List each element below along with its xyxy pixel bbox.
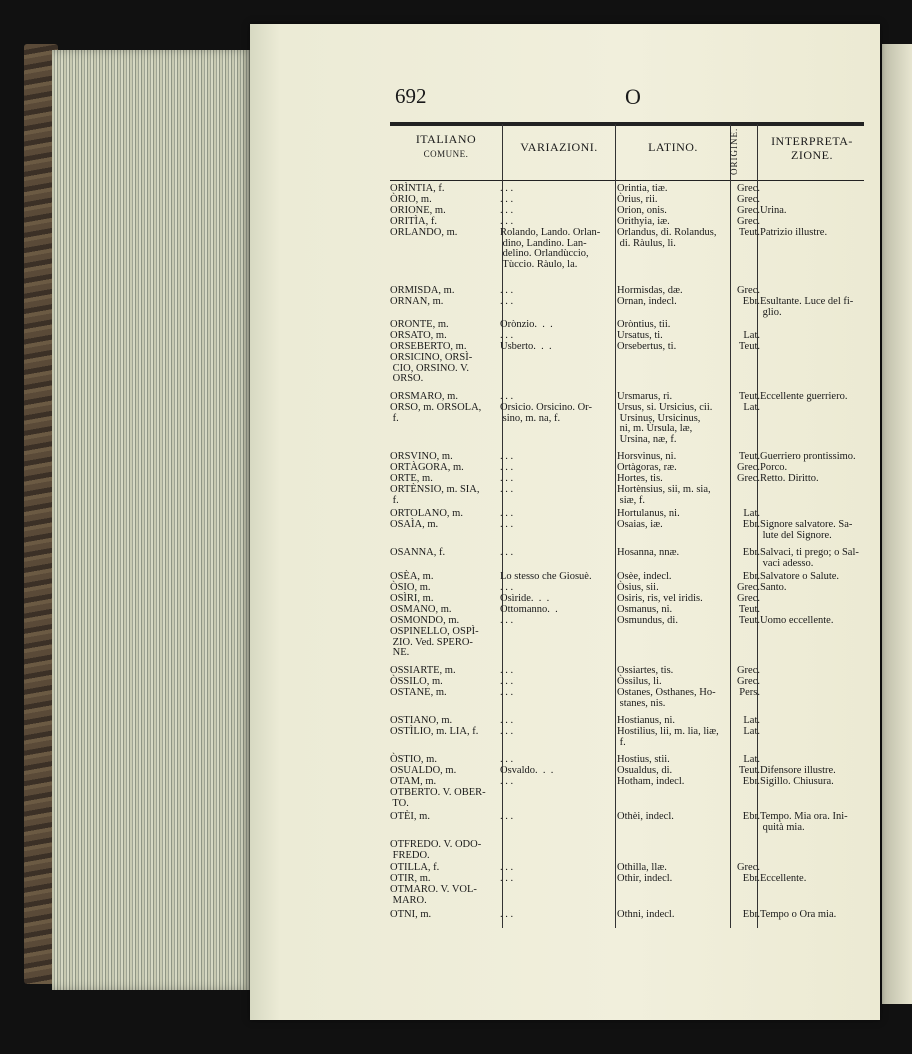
entry-variazioni: . . .: [500, 615, 514, 626]
entry-origine: Teut.: [738, 451, 760, 462]
entry-variazioni: Ottomanno. .: [500, 604, 558, 615]
entry-italiano: ORITÌA, f.: [390, 216, 437, 227]
entry-variazioni: . . .: [500, 194, 514, 205]
entry-italiano: OTÈI, m.: [390, 811, 430, 822]
entry-italiano: OSSIARTE, m.: [390, 665, 456, 676]
entry-latino: Hostianus, ni.: [617, 715, 676, 726]
entry-italiano: OTNI, m.: [390, 909, 432, 920]
entry-origine: Lat.: [743, 402, 760, 413]
entry-latino: Oròntius, tii.: [617, 319, 671, 330]
header-italiano-label: ITALIANO: [415, 132, 477, 146]
entry-latino: Osualdus, di.: [617, 765, 673, 776]
entry-variazioni: Orsìcio. Orsicino. Or- sino, m. na, f.: [500, 402, 592, 424]
entry-variazioni: . . .: [500, 776, 514, 787]
entry-interpretazione: Eccellente guerriero.: [760, 391, 848, 402]
entry-latino: Hortènsius, sii, m. sia, siæ, f.: [617, 484, 711, 506]
entry-origine: Teut.: [738, 765, 760, 776]
entry-variazioni: . . .: [500, 330, 514, 341]
entry-latino: Othir, indecl.: [617, 873, 673, 884]
entry-latino: Orsebertus, ti.: [617, 341, 677, 352]
entry-origine: Lat.: [743, 330, 760, 341]
entry-origine: Grec.: [736, 862, 760, 873]
entry-variazioni: . . .: [500, 726, 514, 737]
entry-origine: Grec.: [736, 183, 760, 194]
entry-italiano: OSTÌLIO, m. LIA, f.: [390, 726, 479, 737]
entry-origine: Grec.: [736, 582, 760, 593]
entry-variazioni: . . .: [500, 216, 514, 227]
entry-italiano: OTMARO. V. VOL- MARO.: [390, 884, 477, 906]
entry-variazioni: . . .: [500, 665, 514, 676]
header-italiano-sublabel: COMUNE.: [423, 149, 469, 159]
entry-latino: Orion, onis.: [617, 205, 667, 216]
entry-italiano: ORONTE, m.: [390, 319, 449, 330]
entry-variazioni: . . .: [500, 296, 514, 307]
entry-interpretazione: Sigillo. Chiusura.: [760, 776, 834, 787]
entry-italiano: ORSMARO, m.: [390, 391, 458, 402]
entry-italiano: OSMANO, m.: [390, 604, 452, 615]
entry-variazioni: Rolando, Lando. Orlan- dino, Landino. Lan- delino. Orlandùccio, Tùccio. Ràulo, la.: [500, 227, 601, 270]
entry-interpretazione: Salvatore o Salute.: [760, 571, 840, 582]
entry-interpretazione: Esultante. Luce del fi- glio.: [760, 296, 854, 318]
entry-italiano: OSTIANO, m.: [390, 715, 453, 726]
entry-italiano: OSPINELLO, OSPÌ- ZIO. Ved. SPERO- NE.: [390, 626, 479, 659]
entry-variazioni: . . .: [500, 484, 514, 495]
page-edges: [52, 50, 252, 990]
entry-italiano: ORTOLANO, m.: [390, 508, 463, 519]
entry-italiano: ORIONE, m.: [390, 205, 446, 216]
entry-italiano: OSÈA, m.: [390, 571, 434, 582]
entry-origine: Grec.: [736, 205, 760, 216]
entry-variazioni: Orònzio. . .: [500, 319, 553, 330]
entry-origine: Ebr.: [742, 873, 760, 884]
entry-latino: Ostanes, Osthanes, Ho- stanes, nis.: [617, 687, 716, 709]
entry-origine: Grec.: [736, 473, 760, 484]
entry-italiano: ÒSSILO, m.: [390, 676, 443, 687]
entry-italiano: ORLANDO, m.: [390, 227, 458, 238]
header-bottom-rule: [390, 180, 864, 181]
entry-variazioni: . . .: [500, 451, 514, 462]
entry-italiano: OSUALDO, m.: [390, 765, 457, 776]
entry-latino: Ornan, indecl.: [617, 296, 677, 307]
facing-page-edge: [882, 44, 912, 1004]
entry-origine: Ebr.: [742, 909, 760, 920]
entry-latino: Ossiartes, tis.: [617, 665, 674, 676]
entry-latino: Othèi, indecl.: [617, 811, 674, 822]
entry-latino: Osiris, ris, vel iridis.: [617, 593, 703, 604]
entry-italiano: ORSVINO, m.: [390, 451, 453, 462]
entry-origine: Grec.: [736, 593, 760, 604]
entry-latino: Òsius, sii.: [617, 582, 659, 593]
header-variazioni: VARIAZIONI.: [520, 140, 598, 154]
entry-variazioni: . . .: [500, 285, 514, 296]
entry-origine: Ebr.: [742, 519, 760, 530]
entry-italiano: ÒRIO, m.: [390, 194, 432, 205]
entry-latino: Ortàgoras, ræ.: [617, 462, 677, 473]
entry-italiano: OSAÌA, m.: [390, 519, 439, 530]
section-letter: O: [625, 84, 642, 109]
entry-interpretazione: Uomo eccellente.: [760, 615, 834, 626]
entry-origine: Lat.: [743, 754, 760, 765]
entry-italiano: ÒSTIO, m.: [390, 754, 437, 765]
entry-variazioni: Osìride. . .: [500, 593, 550, 604]
entry-italiano: ORTÀGORA, m.: [390, 462, 464, 473]
entry-variazioni: . . .: [500, 715, 514, 726]
entry-variazioni: Osvaldo. . .: [500, 765, 554, 776]
entry-latino: Osmundus, di.: [617, 615, 678, 626]
entry-origine: Teut.: [738, 391, 760, 402]
entry-origine: Grec.: [736, 285, 760, 296]
entry-latino: Hortes, tis.: [617, 473, 663, 484]
entry-variazioni: . . .: [500, 547, 514, 558]
entry-interpretazione: Retto. Diritto.: [760, 473, 819, 484]
header-latino: LATINO.: [648, 140, 698, 154]
entry-latino: Hormisdas, dæ.: [617, 285, 683, 296]
entry-italiano: ORSICINO, ORSÌ- CIO, ORSINO. V. ORSO.: [390, 352, 473, 385]
entry-origine: Ebr.: [742, 776, 760, 787]
entry-variazioni: . . .: [500, 676, 514, 687]
entry-interpretazione: Santo.: [760, 582, 787, 593]
entry-variazioni: Lo stesso che Giosuè.: [500, 571, 592, 582]
entry-variazioni: . . .: [500, 508, 514, 519]
entry-variazioni: . . .: [500, 754, 514, 765]
entry-origine: Ebr.: [742, 296, 760, 307]
entry-origine: Grec.: [736, 676, 760, 687]
entry-origine: Grec.: [736, 216, 760, 227]
entry-variazioni: . . .: [500, 462, 514, 473]
entry-variazioni: . . .: [500, 519, 514, 530]
entry-origine: Ebr.: [742, 547, 760, 558]
entry-latino: Òssilus, li.: [617, 676, 662, 687]
entry-italiano: OSTANE, m.: [390, 687, 447, 698]
entry-italiano: ORTE, m.: [390, 473, 433, 484]
header-origine: ORIGINE.: [729, 127, 739, 175]
entry-latino: Orithyia, iæ.: [617, 216, 670, 227]
entry-origine: Teut.: [738, 615, 760, 626]
entry-italiano: OSMONDO, m.: [390, 615, 460, 626]
header-interpretazione: INTERPRETA- ZIONE.: [771, 134, 853, 162]
entry-origine: Ebr.: [742, 811, 760, 822]
entry-italiano: OTIR, m.: [390, 873, 431, 884]
entry-variazioni: . . .: [500, 873, 514, 884]
entry-italiano: OTBERTO. V. OBER- TO.: [390, 787, 486, 809]
entry-italiano: ORÌNTIA, f.: [390, 183, 445, 194]
entry-latino: Ursatus, ti.: [617, 330, 663, 341]
column-divider: [615, 124, 616, 928]
entry-origine: Ebr.: [742, 571, 760, 582]
entry-variazioni: . . .: [500, 687, 514, 698]
entry-latino: Hortulanus, ni.: [617, 508, 680, 519]
entry-interpretazione: Salvaci, ti prego; o Sal- vaci adesso.: [760, 547, 859, 569]
entry-variazioni: . . .: [500, 811, 514, 822]
entry-variazioni: . . .: [500, 862, 514, 873]
entry-origine: Grec.: [736, 194, 760, 205]
entry-origine: Teut.: [738, 604, 760, 615]
entry-origine: Grec.: [736, 462, 760, 473]
entry-latino: Osmanus, ni.: [617, 604, 673, 615]
entry-interpretazione: Patrizio illustre.: [760, 227, 828, 238]
entry-latino: Ursus, si. Ursicius, cii. Ursinus, Ursicinus, ni, m. Ùrsula, læ, Ursina, næ, f.: [617, 402, 713, 445]
entry-italiano: ORSO, m. ORSOLA, f.: [390, 402, 482, 424]
entry-variazioni: . . .: [500, 582, 514, 593]
entry-origine: Pers.: [739, 687, 760, 698]
entry-italiano: ORTÈNSIO, m. SIA, f.: [390, 484, 480, 506]
entry-interpretazione: Porco.: [760, 462, 788, 473]
entry-origine: Teut.: [738, 341, 760, 352]
entry-latino: Hotham, indecl.: [617, 776, 685, 787]
entry-italiano: OTILLA, f.: [390, 862, 440, 873]
page-number: 692: [395, 84, 427, 108]
entry-variazioni: Usberto. . .: [500, 341, 552, 352]
entry-latino: Hostilius, lii, m. lia, liæ, f.: [617, 726, 719, 748]
entry-italiano: OSÌRI, m.: [390, 593, 434, 604]
entry-interpretazione: Guerriero prontissimo.: [760, 451, 856, 462]
entry-origine: Lat.: [743, 726, 760, 737]
entry-variazioni: . . .: [500, 391, 514, 402]
entry-interpretazione: Tempo o Ora mia.: [760, 909, 837, 920]
entry-latino: Othni, indecl.: [617, 909, 675, 920]
entry-italiano: ORSATO, m.: [390, 330, 447, 341]
entry-italiano: OTFREDO. V. ODO- FREDO.: [390, 839, 482, 861]
entry-latino: Òrius, rii.: [617, 194, 658, 205]
entry-italiano: ORNAN, m.: [390, 296, 444, 307]
entry-origine: Lat.: [743, 508, 760, 519]
entry-italiano: ÒSIO, m.: [390, 582, 431, 593]
header-italiano: [392, 132, 500, 161]
entry-latino: Orlandus, di. Rolandus, di. Ràulus, li.: [617, 227, 717, 249]
entry-origine: Teut.: [738, 227, 760, 238]
entry-origine: Grec.: [736, 665, 760, 676]
entry-variazioni: . . .: [500, 473, 514, 484]
entry-interpretazione: Eccellente.: [760, 873, 807, 884]
entry-latino: Osèe, indecl.: [617, 571, 672, 582]
entry-latino: Horsvinus, ni.: [617, 451, 677, 462]
entry-interpretazione: Signore salvatore. Sa- lute del Signore.: [760, 519, 853, 541]
entry-italiano: OTAM, m.: [390, 776, 437, 787]
entry-latino: Osaias, iæ.: [617, 519, 663, 530]
entry-origine: Lat.: [743, 715, 760, 726]
entry-interpretazione: Urina.: [760, 205, 787, 216]
entry-variazioni: . . .: [500, 183, 514, 194]
entry-latino: Hostius, stii.: [617, 754, 670, 765]
entry-latino: Hosanna, nnæ.: [617, 547, 680, 558]
entry-latino: Orintia, tiæ.: [617, 183, 668, 194]
header-top-rule: [390, 122, 864, 126]
entry-latino: Othilla, llæ.: [617, 862, 667, 873]
entry-italiano: OSANNA, f.: [390, 547, 446, 558]
entry-variazioni: . . .: [500, 909, 514, 920]
entry-latino: Ursmarus, ri.: [617, 391, 673, 402]
entry-interpretazione: Difensore illustre.: [760, 765, 836, 776]
entry-interpretazione: Tempo. Mia ora. Ini- quità mia.: [760, 811, 848, 833]
entry-italiano: ORMISDA, m.: [390, 285, 455, 296]
entry-italiano: ORSEBERTO, m.: [390, 341, 467, 352]
entry-variazioni: . . .: [500, 205, 514, 216]
